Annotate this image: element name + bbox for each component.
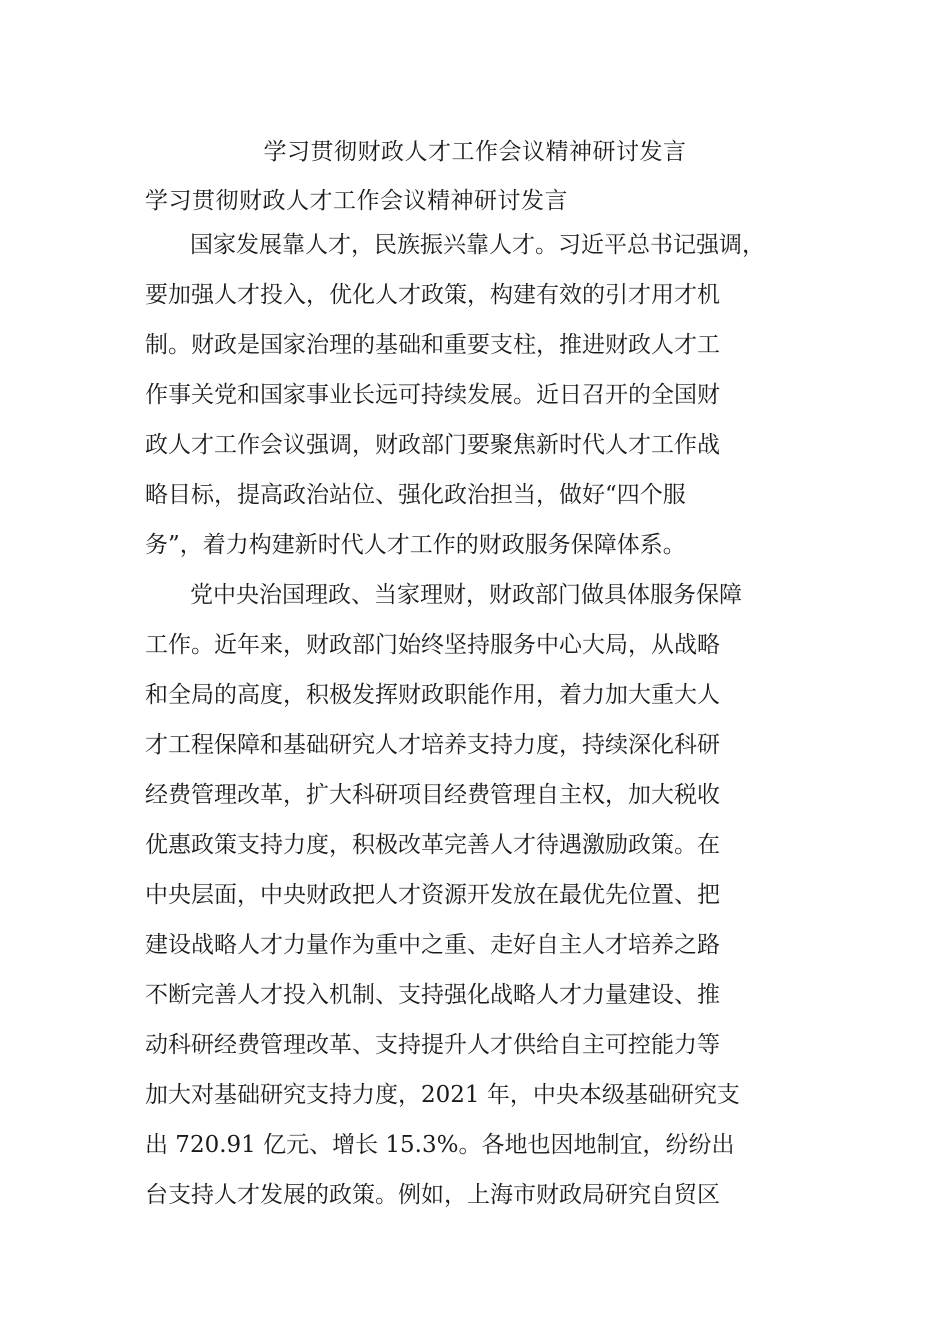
paragraph-line: 动科研经费管理改革、支持提升人才供给自主可控能力等 [145, 1032, 720, 1058]
paragraph-line: 加大对基础研究支持力度，2021 年，中央本级基础研究支 [145, 1082, 740, 1108]
paragraph-line: 务”，着力构建新时代人才工作的财政服务保障体系。 [145, 532, 686, 558]
paragraph-line: 党中央治国理政、当家理财，财政部门做具体服务保障 [190, 582, 742, 608]
paragraph-line: 才工程保障和基础研究人才培养支持力度，持续深化科研 [145, 732, 720, 758]
document-title: 学习贯彻财政人才工作会议精神研讨发言 [263, 139, 687, 165]
paragraph-line: 制。财政是国家治理的基础和重要支柱，推进财政人才工 [145, 332, 720, 358]
paragraph-line: 不断完善人才投入机制、支持强化战略人才力量建设、推 [145, 982, 720, 1008]
paragraph-line: 工作。近年来，财政部门始终坚持服务中心大局，从战略 [145, 632, 720, 658]
paragraph-line: 中央层面，中央财政把人才资源开发放在最优先位置、把 [145, 882, 720, 908]
paragraph-line: 要加强人才投入，优化人才政策，构建有效的引才用才机 [145, 282, 720, 308]
paragraph-line: 国家发展靠人才，民族振兴靠人才。习近平总书记强调， [190, 232, 765, 258]
paragraph-line: 出 720.91 亿元、增长 15.3%。各地也因地制宜，纷纷出 [145, 1132, 735, 1158]
paragraph-line: 经费管理改革，扩大科研项目经费管理自主权，加大税收 [145, 782, 720, 808]
paragraph-1 [145, 220, 815, 570]
document-subtitle: 学习贯彻财政人才工作会议精神研讨发言 [145, 188, 568, 214]
paragraph-line: 台支持人才发展的政策。例如，上海市财政局研究自贸区 [145, 1182, 720, 1208]
paragraph-line: 作事关党和国家事业长远可持续发展。近日召开的全国财 [145, 382, 720, 408]
paragraph-line: 建设战略人才力量作为重中之重、走好自主人才培养之路 [145, 932, 720, 958]
paragraph-line: 政人才工作会议强调，财政部门要聚焦新时代人才工作战 [145, 432, 720, 458]
paragraph-line: 优惠政策支持力度，积极改革完善人才待遇激励政策。在 [145, 832, 720, 858]
paragraph-line: 略目标，提高政治站位、强化政治担当，做好“四个服 [145, 482, 686, 508]
paragraph-line: 和全局的高度，积极发挥财政职能作用，着力加大重大人 [145, 682, 720, 708]
paragraph-2 [145, 570, 815, 1220]
